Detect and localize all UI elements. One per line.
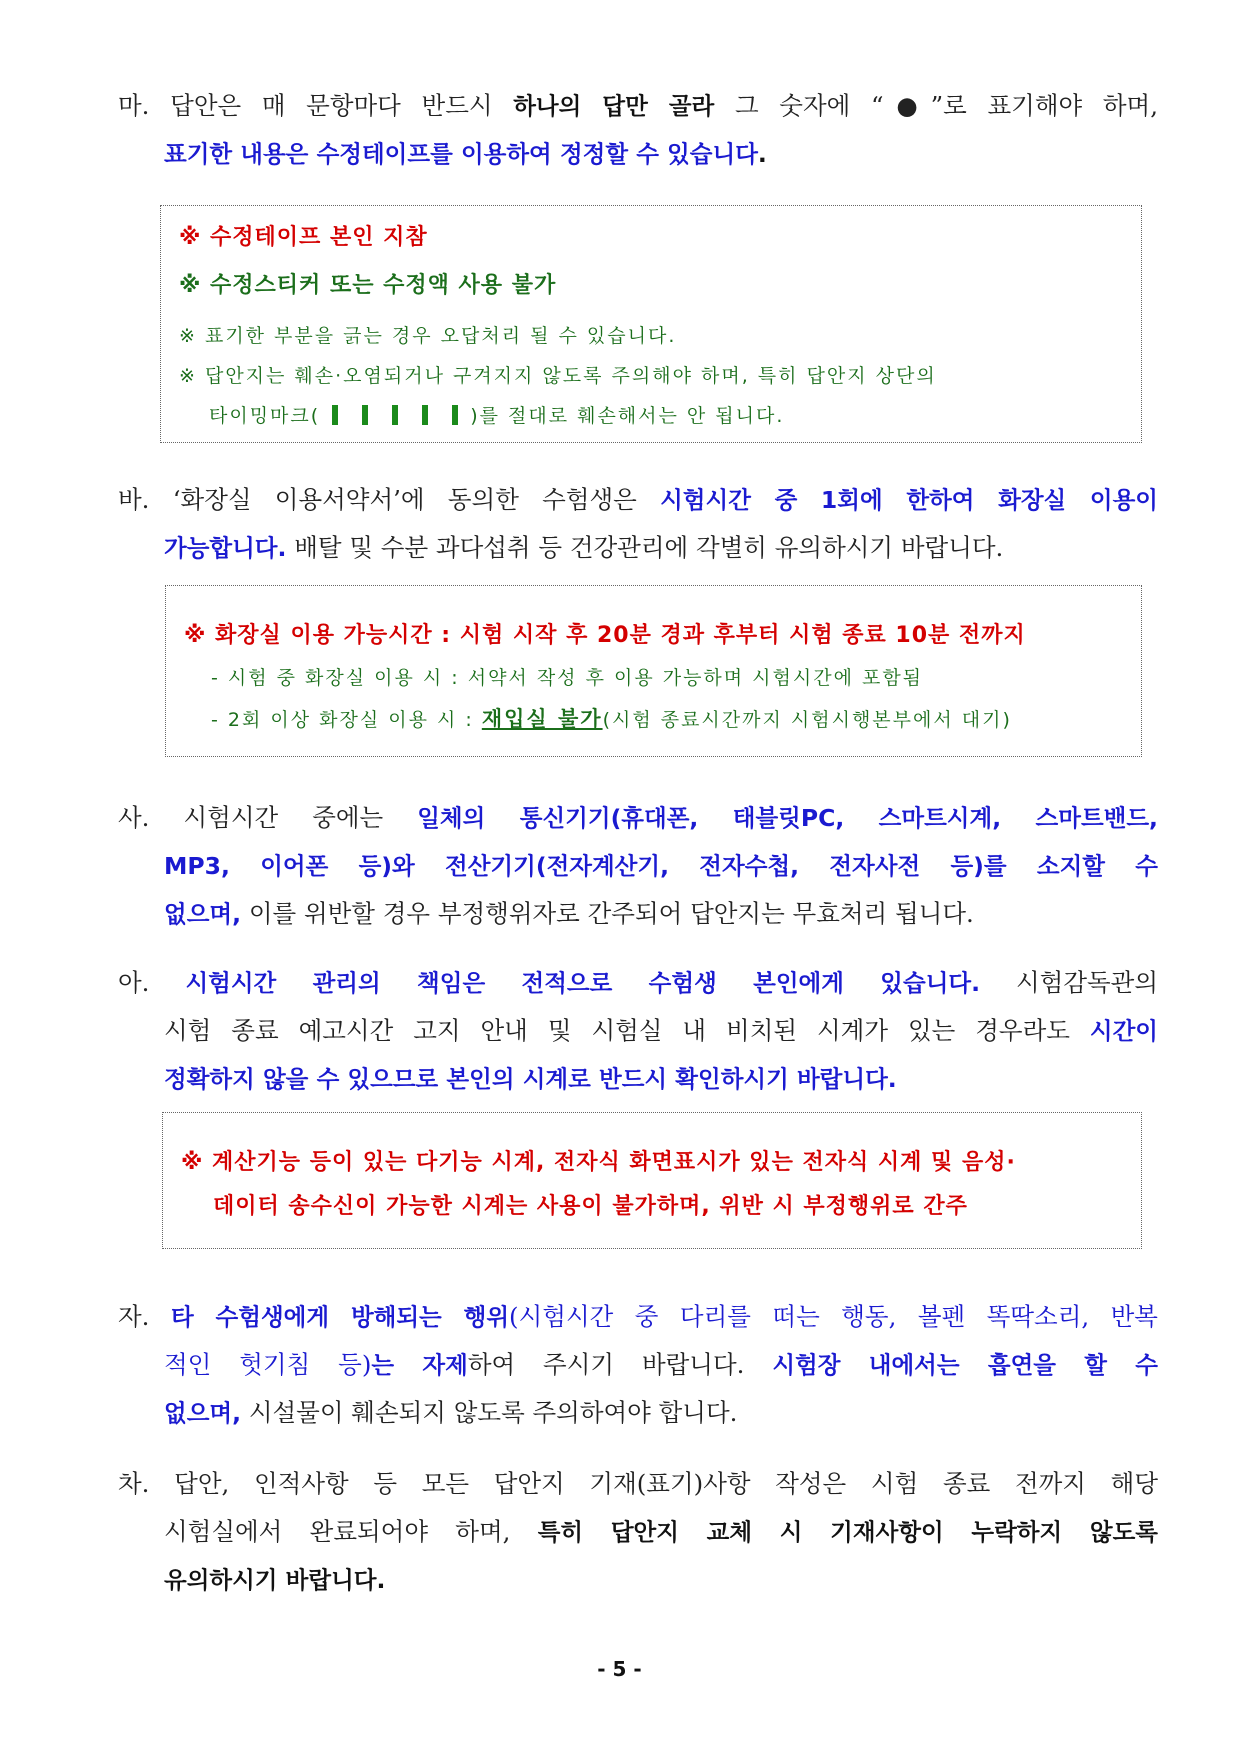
notice-box-restroom (165, 585, 1142, 757)
notice-line: ※ 화장실 이용 가능시간 : 시험 시작 후 20분 경과 후부터 시험 종료 10분 전까지 (184, 623, 1026, 648)
text: . (757, 140, 767, 168)
emphasis-text: 특히 답안지 교체 시 기재사항이 누락하지 않도록 (537, 1518, 1158, 1546)
emphasis-text: 시험시간 관리의 책임은 전적으로 수험생 본인에게 있습니다. (185, 969, 981, 997)
item-ba (118, 476, 1158, 572)
emphasis-text: 시간이 (1089, 1017, 1158, 1045)
text: 배탈 및 수분 과다섭취 등 건강관리에 각별히 유의하시기 바랍니다. (286, 533, 1004, 562)
notice-line: ※ 수정테이프 본인 지참 (179, 225, 428, 250)
notice-line-timing-mark (209, 401, 784, 428)
text: 하여 주시기 바랍니다. (467, 1350, 773, 1379)
item-ma (118, 82, 1158, 178)
item-marker: 마. (118, 91, 150, 120)
text: 답안은 매 문항마다 반드시 (170, 91, 514, 120)
text: (시험 종료시간까지 시험시행본부에서 대기) (602, 709, 1012, 731)
item-ja (118, 1293, 1158, 1437)
text: 적인 헛기침 등) (164, 1350, 372, 1379)
item-marker: 자. (118, 1302, 150, 1331)
notice-line: ※ 표기한 부분을 긁는 경우 오답처리 될 수 있습니다. (179, 325, 677, 347)
notice-box-correction (160, 205, 1142, 443)
text: 시험시간 중에는 (183, 803, 418, 832)
emphasis-text: 시험장 내에서는 흡연을 할 수 (772, 1351, 1159, 1379)
text: 답안, 인적사항 등 모든 답안지 기재(표기)사항 작성은 시험 종료 전까지 해당 (174, 1469, 1158, 1498)
notice-line: ※ 계산기능 등이 있는 다기능 시계, 전자식 화면표시가 있는 전자식 시계 및 음성· (181, 1150, 1016, 1175)
emphasis-text: 일체의 통신기기(휴대폰, 태블릿PC, 스마트시계, 스마트밴드, (417, 804, 1158, 832)
text: ‘화장실 이용서약서’에 동의한 수험생은 (172, 485, 661, 514)
item-marker: 아. (118, 968, 150, 997)
emphasis-text: MP3, 이어폰 등)와 전산기기(전자계산기, 전자수첩, 전자사전 등)를 소지할 수 (164, 852, 1158, 880)
emphasis-text: 표기한 내용은 수정테이프를 이용하여 정정할 수 있습니다 (164, 140, 758, 168)
item-marker: 차. (118, 1469, 150, 1498)
text: 그 숫자에 “●”로 표기해야 하며, (714, 91, 1158, 120)
text: 시험 종료 예고시간 고지 안내 및 시험실 내 비치된 시계가 있는 경우라도 (164, 1016, 1090, 1045)
text: 시설물이 훼손되지 않도록 주의하여야 합니다. (241, 1398, 738, 1427)
text: )를 절대로 훼손해서는 안 됩니다. (470, 405, 785, 427)
timing-mark-icon (320, 405, 470, 428)
notice-box-watch (162, 1112, 1142, 1249)
text: (시험시간 중 다리를 떠는 행동, 볼펜 똑딱소리, 반복 (509, 1302, 1158, 1331)
notice-line: - 시험 중 화장실 이용 시 : 서약서 작성 후 이용 가능하며 시험시간에 포함됨 (211, 667, 924, 689)
text: 이를 위반할 경우 부정행위자로 간주되어 답안지는 무효처리 됩니다. (241, 899, 974, 928)
text: - 2회 이상 화장실 이용 시 : (211, 709, 482, 731)
emphasis-text: 가능합니다. (164, 534, 287, 562)
item-marker: 바. (118, 485, 150, 514)
emphasis-text: 없으며, (164, 1399, 242, 1427)
emphasis-text: 시험시간 중 1회에 한하여 화장실 이용이 (660, 486, 1158, 514)
text: 시험실에서 완료되어야 하며, (164, 1517, 538, 1546)
item-cha (118, 1460, 1158, 1604)
emphasis-text: 하나의 답만 골라 (513, 92, 715, 120)
item-a (118, 959, 1158, 1103)
notice-line: 데이터 송수신이 가능한 시계는 사용이 불가하며, 위반 시 부정행위로 간주 (213, 1194, 968, 1219)
page-number: - 5 - (597, 1657, 642, 1681)
emphasis-text: 유의하시기 바랍니다. (164, 1566, 386, 1594)
notice-line (211, 703, 1012, 733)
text: 타이밍마크( (209, 405, 321, 427)
text: 시험감독관의 (980, 968, 1158, 997)
emphasis-text: 재입실 불가 (481, 707, 603, 731)
item-marker: 사. (118, 803, 150, 832)
emphasis-text: 는 자제 (371, 1351, 468, 1379)
notice-line: ※ 수정스티커 또는 수정액 사용 불가 (179, 273, 557, 298)
emphasis-text: 없으며, (164, 900, 242, 928)
emphasis-text: 정확하지 않을 수 있으므로 본인의 시계로 반드시 확인하시기 바랍니다. (164, 1065, 897, 1093)
item-sa (118, 794, 1158, 938)
notice-line: ※ 답안지는 훼손·오염되거나 구겨지지 않도록 주의해야 하며, 특히 답안지 상단의 (179, 365, 937, 387)
emphasis-text: 타 수험생에게 방해되는 행위 (170, 1303, 510, 1331)
